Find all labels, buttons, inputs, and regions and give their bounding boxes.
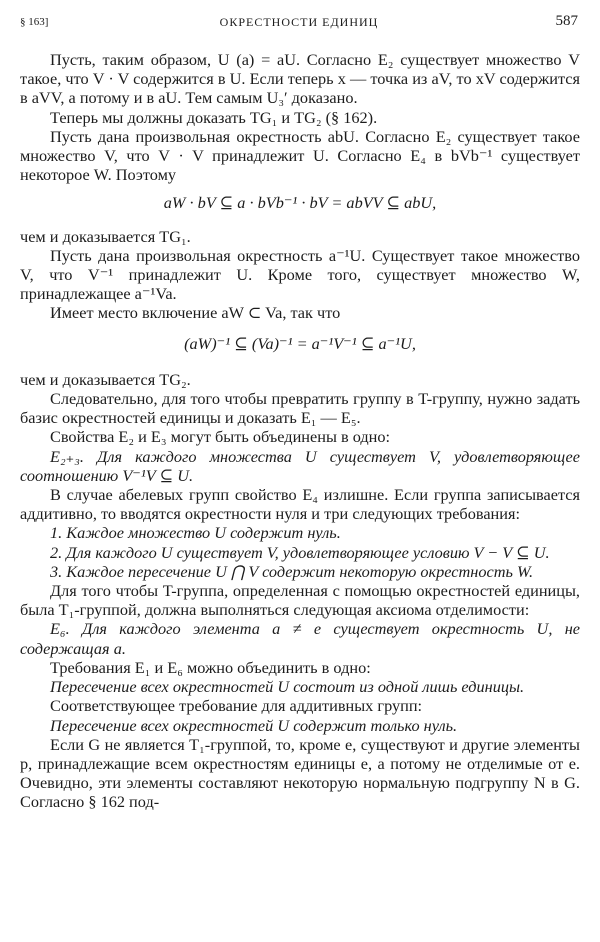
- page-number: 587: [555, 13, 578, 29]
- paragraph: Пусть, таким образом, U (a) = aU. Согласно E₂ существует множество V такое, что V · V содержится в U. Если теперь x — точка из aV, то xV содержится в aVV, а потому и в aU. Тем самым U₃′ доказано.: [20, 50, 580, 108]
- paragraph: Для того чтобы T-группа, определенная с помощью окрестностей единицы, была T₁-группой, должна выполняться следующая аксиома отделимости:: [20, 581, 580, 620]
- italic-statement: Пересечение всех окрестностей U содержит только нуль.: [50, 715, 458, 735]
- paragraph: Имеет место включение aW ⊂ Va, так что: [50, 303, 341, 323]
- paragraph: Пусть дана произвольная окрестность a⁻¹U. Существует такое множество V, что V⁻¹ принадлежит U. Кроме того, существует множество W, принадлежащее a⁻¹Va.: [20, 245, 580, 304]
- section-reference: § 163]: [20, 16, 49, 28]
- paragraph: Следовательно, для того чтобы превратить группу в T-группу, нужно задать базис окрестностей единицы и доказать E₁ — E₅.: [20, 389, 580, 428]
- paragraph: чем и доказывается TG₁.: [20, 226, 191, 246]
- paragraph: Пусть дана произвольная окрестность abU. Согласно E₂ существует такое множество V, что V · V принадлежит U. Согласно E₄ в bVb⁻¹ существует некоторое W. Поэтому: [20, 126, 580, 185]
- list-item: 2. Для каждого U существует V, удовлетворяющее условию V − V ⊆ U.: [50, 542, 550, 562]
- list-item: 3. Каждое пересечение U ⋂ V содержит некоторую окрестность W.: [50, 561, 534, 581]
- italic-statement: Пересечение всех окрестностей U состоит из одной лишь единицы.: [50, 677, 525, 697]
- running-header: [20, 12, 578, 34]
- paragraph: Теперь мы должны доказать TG₁ и TG₂ (§ 162).: [50, 107, 378, 127]
- display-formula: (aW)⁻¹ ⊆ (Va)⁻¹ = a⁻¹V⁻¹ ⊆ a⁻¹U,: [184, 333, 416, 353]
- property-statement: E₂₊₃. Для каждого множества U существует V, удовлетворяющее соотношению V⁻¹V ⊆ U.: [20, 446, 580, 485]
- axiom-statement: E₆. Для каждого элемента a ≠ e существует окрестность U, не содержащая a.: [20, 619, 580, 658]
- running-title: ОКРЕСТНОСТИ ЕДИНИЦ: [219, 15, 379, 29]
- paragraph: В случае абелевых групп свойство E₄ излишне. Если группа записывается аддитивно, то вводятся окрестности нуля и три следующих требования:: [20, 485, 580, 524]
- paragraph: Соответствующее требование для аддитивных групп:: [50, 696, 423, 716]
- page-body: [20, 50, 580, 812]
- paragraph: Свойства E₂ и E₃ могут быть объединены в одно:: [50, 427, 391, 447]
- paragraph: Требования E₁ и E₆ можно объединить в одно:: [50, 657, 371, 677]
- list-item: 1. Каждое множество U содержит нуль.: [50, 523, 341, 543]
- paragraph: чем и доказывается TG₂.: [20, 369, 191, 389]
- paragraph: Если G не является T₁-группой, то, кроме e, существуют и другие элементы p, принадлежащие всем окрестностям единицы e, а потому не отделимые от e. Очевидно, эти элементы составляют некоторую нормальную подгруппу N в G. Согласно § 162 под-: [20, 734, 580, 812]
- display-formula: aW · bV ⊆ a · bVb⁻¹ · bV = abVV ⊆ abU,: [163, 193, 437, 213]
